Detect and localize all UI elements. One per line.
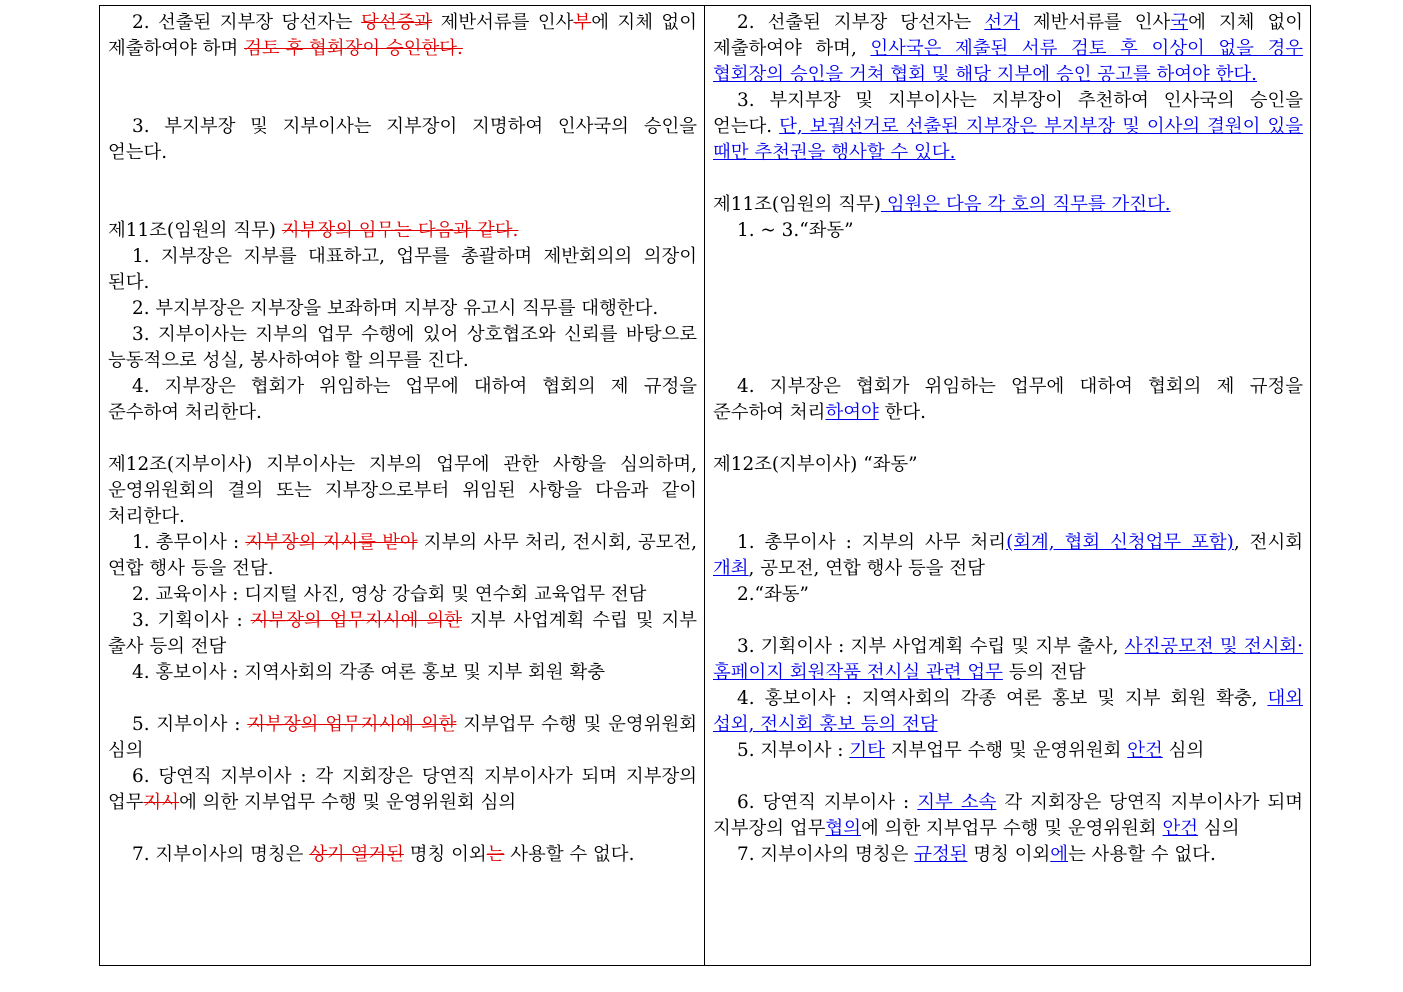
text-segment: 7. 지부이사의 명칭은 — [132, 844, 310, 865]
text-paragraph — [108, 374, 697, 426]
text-segment: 1. 총무이사 : 지부의 사무 처리 — [737, 532, 1007, 553]
deleted-text: 부 — [573, 12, 592, 33]
blank-line — [713, 426, 1303, 452]
text-segment: 3. 기획이사 : — [132, 610, 251, 631]
added-text: 대외 섭외, 전시회 홍보 등의 전담 — [713, 688, 1303, 735]
added-text: 안건 — [1162, 818, 1199, 839]
text-segment: 7. 지부이사의 명칭은 — [737, 844, 915, 865]
deleted-text: 지부장의 지시를 받아 — [245, 532, 418, 553]
text-segment: 명칭 이외 — [967, 844, 1051, 865]
text-segment: 4. 지부장은 협회가 위임하는 업무에 대하여 협회의 제 규정을 준수하여 처리한다. — [108, 376, 697, 423]
blank-line — [108, 426, 697, 452]
text-segment: 한다. — [878, 402, 926, 423]
blank-line — [108, 62, 697, 88]
text-segment: 2.“좌동” — [737, 584, 809, 605]
text-paragraph — [108, 608, 697, 660]
text-paragraph — [713, 634, 1303, 686]
text-paragraph — [108, 582, 697, 608]
text-segment: 제12조(지부이사) 지부이사는 지부의 업무에 관한 사항을 심의하며, 운영위원회의 결의 또는 지부장으로부터 위임된 사항을 다음과 같이 처리한다. — [108, 454, 697, 527]
text-segment: , 공모전, 연합 행사 등을 전담 — [748, 558, 985, 579]
deleted-text: 는 — [486, 844, 505, 865]
text-segment: 1. 지부장은 지부를 대표하고, 업무를 총괄하며 제반회의의 의장이 된다. — [108, 246, 697, 293]
text-paragraph — [713, 738, 1303, 764]
text-segment: 명칭 이외 — [403, 844, 487, 865]
text-paragraph — [108, 452, 697, 530]
blank-line — [108, 192, 697, 218]
text-paragraph — [108, 296, 697, 322]
added-text: 단, 보궐선거로 선출된 지부장은 부지부장 및 이사의 결원이 있을 때만 추천권을 행사할 수 있다. — [713, 116, 1303, 163]
text-segment: 지부의 사무 처리, 전시회, 공모전, 연합 행사 등을 전담. — [108, 532, 697, 579]
blank-line — [713, 608, 1303, 634]
blank-line — [713, 270, 1303, 296]
revised-text-cell — [705, 6, 1311, 966]
text-segment: 각 지회장은 당연직 지부이사가 되며 지부장의 업무 — [713, 792, 1303, 839]
added-text: 사진공모전 및 전시회·홈페이지 회원작품 전시실 관련 업무 — [713, 636, 1303, 683]
blank-line — [108, 166, 697, 192]
text-paragraph — [108, 244, 697, 296]
added-text: 선거 — [984, 12, 1020, 33]
table-row — [100, 6, 1311, 966]
text-segment: 지부업무 수행 및 운영위원회 — [884, 740, 1128, 761]
text-paragraph — [108, 764, 697, 816]
text-paragraph — [713, 686, 1303, 738]
deleted-text: 지부장의 업무지시에 의한 — [250, 610, 462, 631]
text-segment: 3. 부지부장 및 지부이사는 지부장이 지명하여 인사국의 승인을 얻는다. — [108, 116, 697, 163]
text-segment: 등의 전담 — [1002, 662, 1086, 683]
text-paragraph — [108, 322, 697, 374]
text-paragraph — [713, 790, 1303, 842]
text-segment: 지부 사업계획 수립 및 지부 출사 등의 전담 — [108, 610, 697, 657]
text-paragraph — [108, 218, 697, 244]
added-text: 기타 — [849, 740, 885, 761]
text-paragraph — [713, 88, 1303, 166]
deleted-text: 상기 열거된 — [309, 844, 404, 865]
text-segment: 심의 — [1162, 740, 1205, 761]
blank-line — [713, 504, 1303, 530]
text-paragraph — [713, 582, 1303, 608]
blank-line — [713, 348, 1303, 374]
text-segment: 지부업무 수행 및 운영위원회 심의 — [108, 714, 697, 761]
text-segment: 심의 — [1198, 818, 1240, 839]
blank-line — [713, 764, 1303, 790]
blank-line — [713, 478, 1303, 504]
text-segment: 5. 지부이사 : — [737, 740, 850, 761]
text-segment: 2. 선출된 지부장 당선자는 — [737, 12, 985, 33]
deleted-text: 당선증과 — [361, 12, 433, 33]
text-segment: 2. 선출된 지부장 당선자는 — [132, 12, 362, 33]
blank-line — [713, 296, 1303, 322]
text-paragraph — [108, 114, 697, 166]
added-text: 협의 — [825, 818, 861, 839]
text-segment: 제반서류를 인사 — [1019, 12, 1171, 33]
text-segment: 제11조(임원의 직무) — [108, 220, 282, 241]
added-text: (회계, 협회 신청업무 포함) — [1006, 532, 1234, 553]
blank-line — [108, 686, 697, 712]
text-segment: 에 의한 지부업무 수행 및 운영위원회 심의 — [179, 792, 517, 813]
added-text: 규정된 — [914, 844, 968, 865]
text-paragraph — [108, 712, 697, 764]
text-segment: 제12조(지부이사) “좌동” — [713, 454, 918, 475]
text-segment: 5. 지부이사 : — [132, 714, 248, 735]
text-segment: 3. 지부이사는 지부의 업무 수행에 있어 상호협조와 신뢰를 바탕으로 능동적으로 성실, 봉사하여야 할 의무를 진다. — [108, 324, 697, 371]
text-segment: 6. 당연직 지부이사 : 각 지회장은 당연직 지부이사가 되며 지부장의 업무 — [108, 766, 697, 813]
text-segment: 4. 홍보이사 : 지역사회의 각종 여론 홍보 및 지부 회원 확충 — [132, 662, 606, 683]
current-text-cell — [100, 6, 705, 966]
text-segment: 3. 부지부장 및 지부이사는 지부장이 추천하여 인사국의 승인을 얻는다. — [713, 90, 1303, 137]
blank-line — [713, 244, 1303, 270]
text-segment: 4. 지부장은 협회가 위임하는 업무에 대하여 협회의 제 규정을 준수하여 처리 — [713, 376, 1303, 423]
text-paragraph — [713, 10, 1303, 88]
text-paragraph — [108, 660, 697, 686]
text-paragraph — [713, 452, 1303, 478]
text-segment: 4. 홍보이사 : 지역사회의 각종 여론 홍보 및 지부 회원 확충, — [737, 688, 1268, 709]
added-text: 지부 소속 — [917, 792, 997, 813]
text-paragraph — [713, 530, 1303, 582]
text-segment: 에 지체 없이 제출하여야 하며 — [108, 12, 697, 59]
text-paragraph — [713, 192, 1303, 218]
added-text: 안건 — [1127, 740, 1163, 761]
text-segment: 제11조(임원의 직무) — [713, 194, 881, 215]
text-segment: 2. 교육이사 : 디지털 사진, 영상 강습회 및 연수회 교육업무 전담 — [132, 584, 647, 605]
deleted-text: 지시 — [143, 792, 180, 813]
text-segment: 제반서류를 인사 — [432, 12, 574, 33]
blank-line — [713, 322, 1303, 348]
text-segment: 1. ~ 3.“좌동” — [737, 220, 854, 241]
comparison-table — [99, 5, 1311, 966]
added-text: 에 — [1050, 844, 1069, 865]
text-paragraph — [713, 218, 1303, 244]
added-text: 하여야 — [825, 402, 879, 423]
text-segment: 에 의한 지부업무 수행 및 운영위원회 — [860, 818, 1163, 839]
added-text: 국 — [1170, 12, 1189, 33]
text-segment: 1. 총무이사 : — [132, 532, 246, 553]
text-paragraph — [713, 374, 1303, 426]
text-segment: 2. 부지부장은 지부장을 보좌하며 지부장 유고시 직무를 대행한다. — [132, 298, 659, 319]
added-text: 개최 — [713, 558, 749, 579]
blank-line — [713, 166, 1303, 192]
deleted-text: 지부장의 임무는 다음과 같다. — [281, 220, 519, 241]
blank-line — [108, 88, 697, 114]
added-text: 인사국은 제출된 서류 검토 후 이상이 없을 경우 협회장의 승인을 거쳐 협회 및 해당 지부에 승인 공고를 하여야 한다. — [713, 38, 1303, 85]
text-segment: , 전시회 — [1233, 532, 1303, 553]
text-paragraph — [108, 10, 697, 62]
deleted-text: 검토 후 협회장이 승인한다. — [244, 38, 463, 59]
added-text: 임원은 다음 각 호의 직무를 가진다. — [880, 194, 1171, 215]
text-paragraph — [108, 530, 697, 582]
text-paragraph — [108, 842, 697, 868]
text-segment: 6. 당연직 지부이사 : — [737, 792, 918, 813]
blank-line — [108, 816, 697, 842]
text-segment: 사용할 수 없다. — [504, 844, 635, 865]
deleted-text: 지부장의 업무지시에 의한 — [247, 714, 457, 735]
text-segment: 에 지체 없이 제출하여야 하며, — [713, 12, 1303, 59]
text-segment: 는 사용할 수 없다. — [1068, 844, 1216, 865]
text-paragraph — [713, 842, 1303, 868]
text-segment: 3. 기획이사 : 지부 사업계획 수립 및 지부 출사, — [737, 636, 1125, 657]
